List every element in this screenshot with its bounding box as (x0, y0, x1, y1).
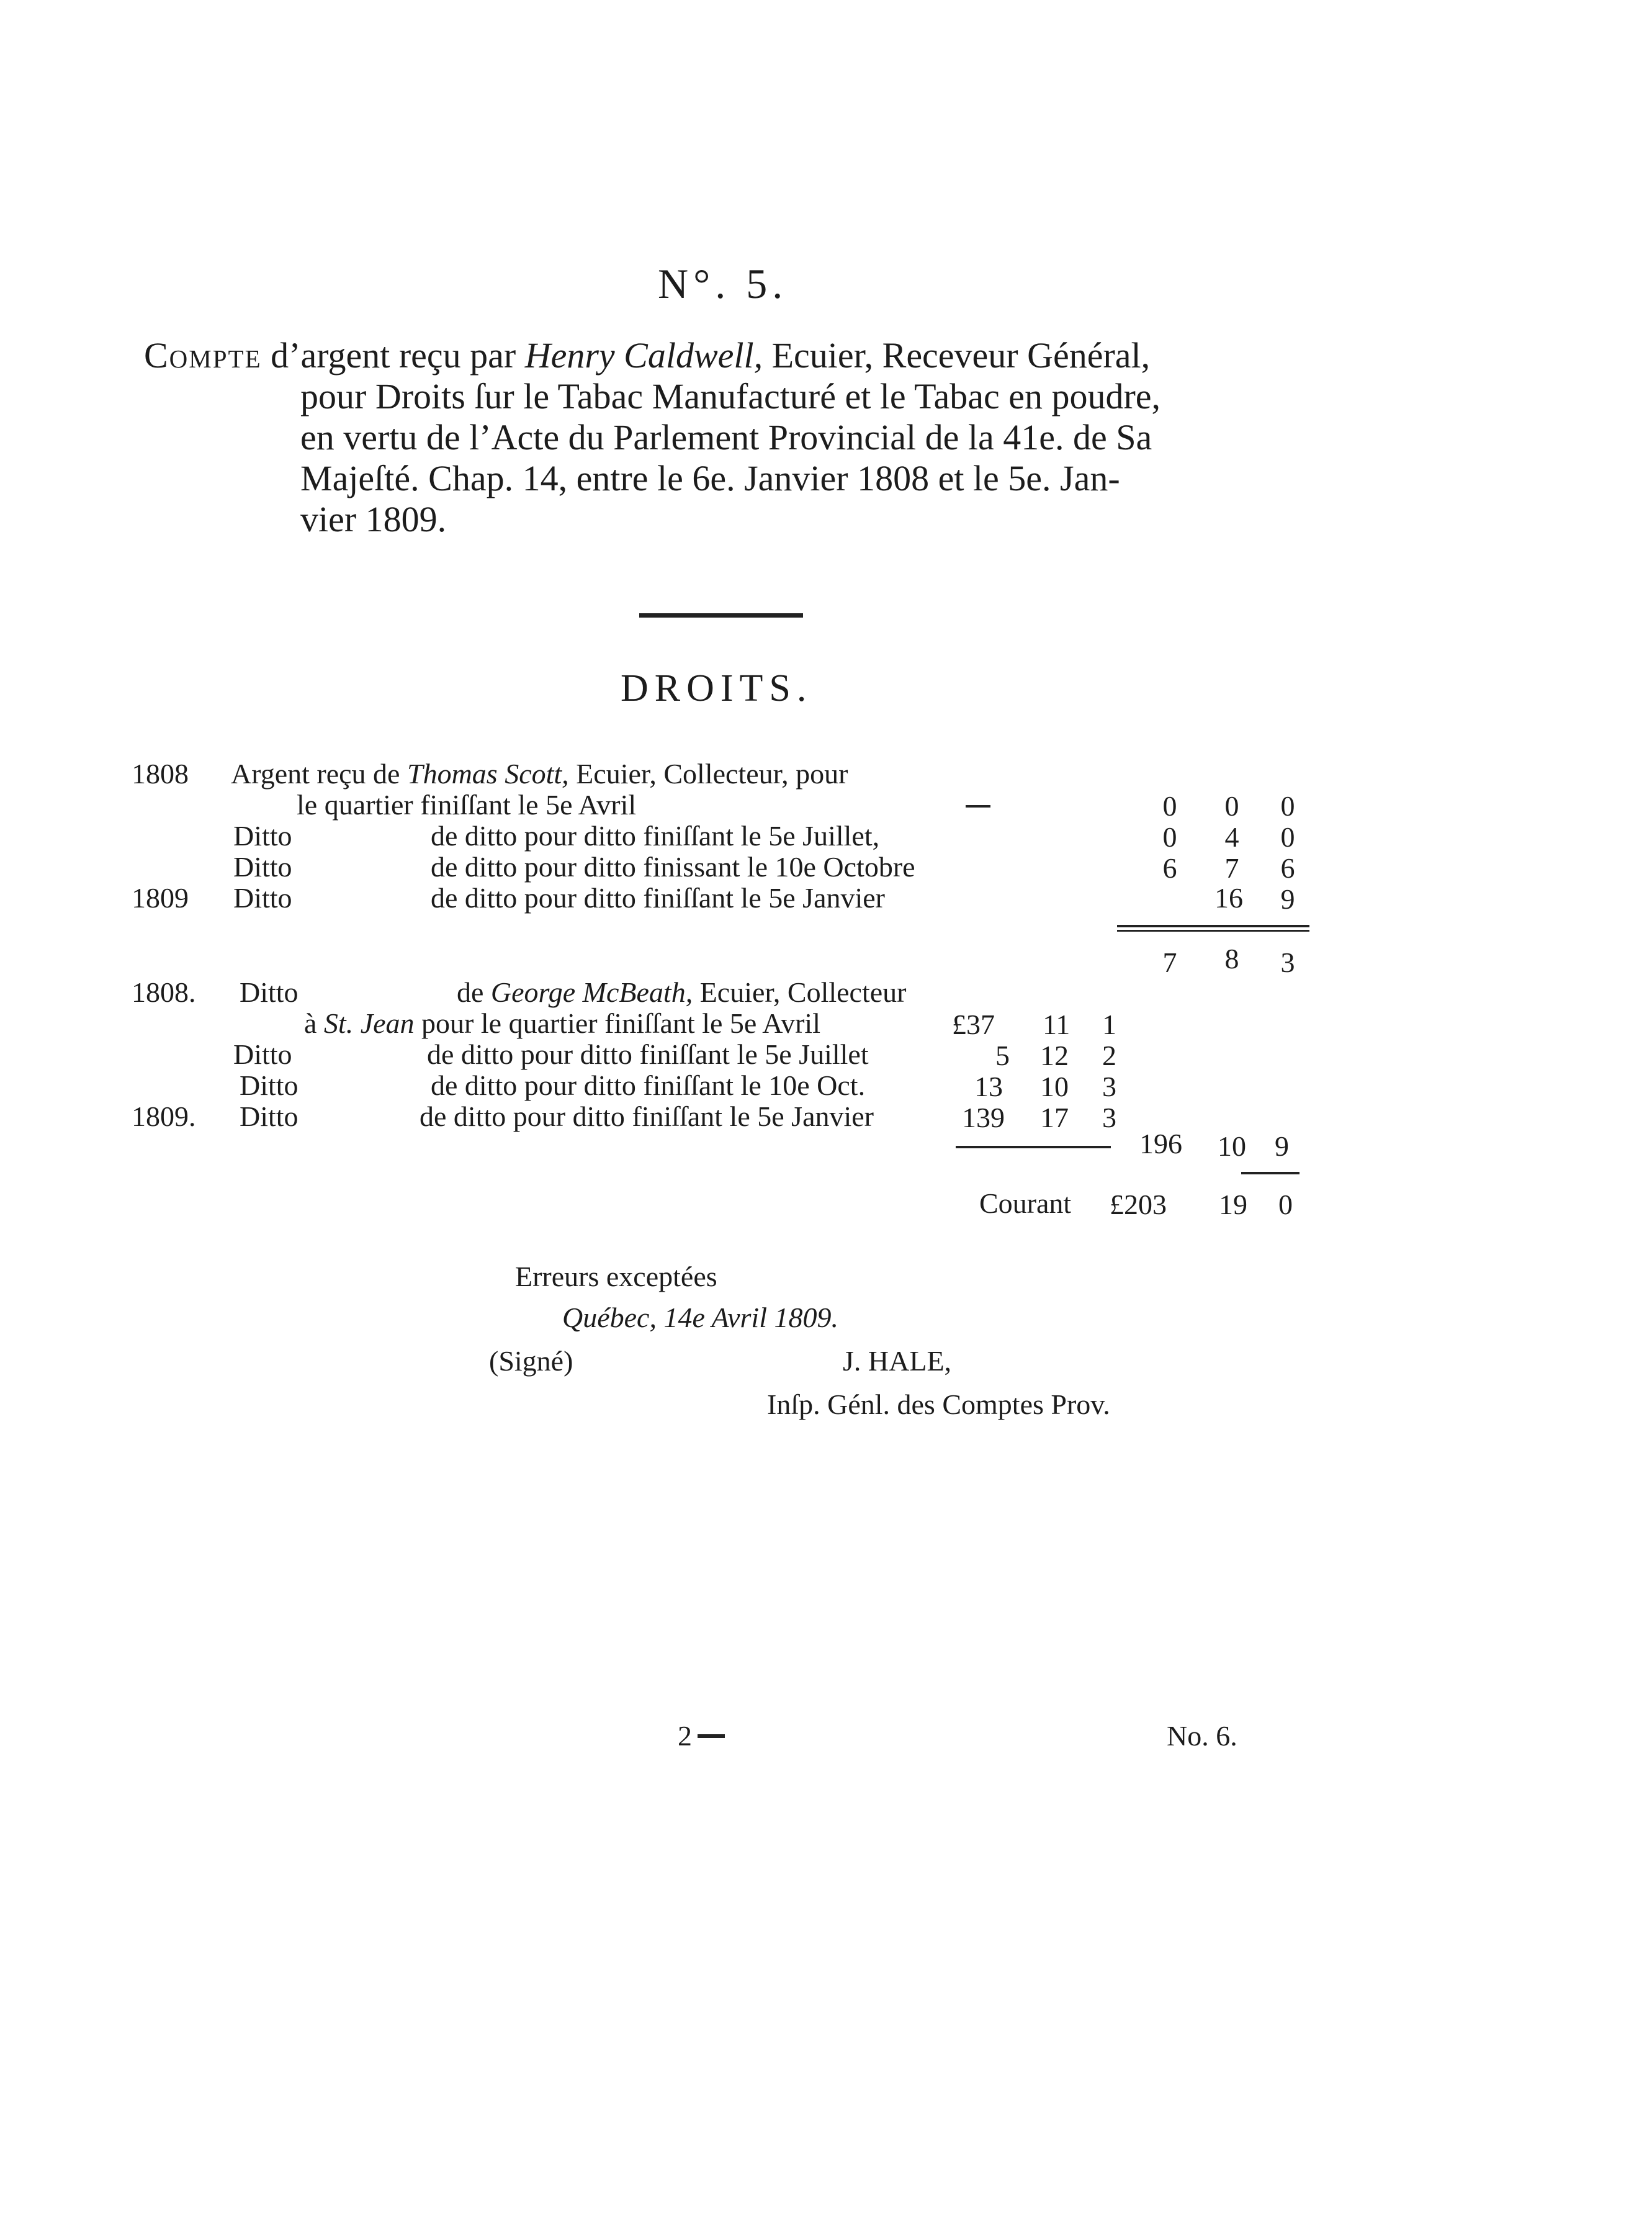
title-line-1 (144, 335, 1323, 376)
section-heading: DROITS. (621, 667, 813, 709)
scott-entry-3-ditto: Ditto (233, 851, 292, 883)
amount-shillings: 11 (1043, 1009, 1071, 1040)
subtotal-pence: 3 (1280, 947, 1295, 978)
page-number: N°. 5. (658, 260, 788, 307)
total-pounds: £203 (1110, 1189, 1167, 1220)
signatory-name: J. HALE, (843, 1345, 952, 1377)
place-date (562, 1301, 838, 1334)
amount-pounds: £37 (952, 1009, 995, 1040)
scott-entry-3-desc: de ditto pour ditto finissant le 10e Octobre (431, 851, 915, 883)
signed-label: (Signé) (489, 1345, 573, 1377)
mcbeath-entry-3-ditto: Ditto (240, 1069, 299, 1101)
mcbeath-entry-1-line-2 (304, 1008, 820, 1039)
receiver-name: Henry Caldwell, (524, 335, 763, 376)
title-text: Ecuier, Receveur Général, (763, 335, 1151, 376)
leader-dash (966, 805, 990, 808)
mcbeath-entry-3-desc: de ditto pour ditto finiſſant le 10e Oct. (431, 1069, 866, 1101)
mcbeath-entry-4-ditto: Ditto (240, 1100, 299, 1132)
subtotal-rule (1117, 930, 1309, 932)
subtotal-pounds: 196 (1139, 1128, 1182, 1159)
amount-pence: 6 (1280, 852, 1295, 884)
mcbeath-entry-1 (457, 977, 906, 1008)
place-date-text: Québec, 14e Avril 1809. (562, 1302, 838, 1333)
errors-excepted: Erreurs exceptées (515, 1261, 717, 1292)
scott-entry-1-line-2: le quartier finiſſant le 5e Avril (297, 789, 637, 821)
total-label: Courant (979, 1187, 1072, 1219)
signatory-title: Inſp. Génl. des Comptes Prov. (767, 1389, 1110, 1420)
mcbeath-entry-1-ditto: Ditto (240, 976, 299, 1008)
scott-entry-1 (231, 758, 848, 790)
title-lead: Compte (144, 335, 262, 376)
amount-pounds: 6 (1162, 852, 1177, 884)
signature-dash (698, 1734, 725, 1738)
amount-pence: 1 (1102, 1009, 1116, 1040)
divider-rule (639, 613, 803, 618)
amount-shillings: 0 (1224, 790, 1239, 822)
title-text: d’argent reçu par (261, 335, 525, 376)
mcbeath-entry-2-desc: de ditto pour ditto finiſſant le 5e Juillet (427, 1038, 869, 1070)
place-name: St. Jean (323, 1007, 415, 1039)
entry-text: pour le quartier finiſſant le 5e Avril (414, 1007, 820, 1039)
amount-pounds: 139 (962, 1102, 1005, 1133)
title-line-4: Majeſté. Chap. 14, entre le 6e. Janvier 1808 et le 5e. Jan- (300, 458, 1120, 498)
amount-pence: 0 (1280, 821, 1295, 853)
entry-text: de (457, 976, 491, 1008)
amount-pounds: 0 (1162, 790, 1177, 822)
subtotal-pounds: 7 (1162, 947, 1177, 978)
amount-shillings: 10 (1040, 1071, 1069, 1102)
amount-pounds: 13 (974, 1071, 1003, 1102)
collector-name: Thomas Scott, (406, 758, 569, 790)
amount-pence: 9 (1280, 883, 1295, 915)
amount-shillings: 17 (1040, 1102, 1069, 1133)
scott-year-1809: 1809 (132, 882, 189, 914)
total-shillings: 19 (1219, 1189, 1247, 1220)
scott-entry-4-desc: de ditto pour ditto finiſſant le 5e Janvier (431, 882, 886, 914)
amount-shillings: 16 (1214, 882, 1243, 914)
scott-entry-4-ditto: Ditto (233, 882, 292, 914)
entry-text: Argent reçu de (231, 758, 407, 790)
subtotal-rule (1117, 925, 1309, 927)
entry-text: Ecuier, Collecteur (693, 976, 907, 1008)
title-line-3: en vertu de l’Acte du Parlement Provincial de la 41e. de Sa (300, 417, 1152, 457)
next-page-number: No. 6. (1167, 1720, 1237, 1752)
account-title (144, 335, 1323, 540)
amount-shillings: 12 (1040, 1040, 1069, 1071)
title-line-5: vier 1809. (300, 499, 447, 539)
scott-entry-2-ditto: Ditto (233, 820, 292, 852)
subtotal-shillings: 10 (1218, 1130, 1246, 1162)
mcbeath-entry-2-ditto: Ditto (233, 1038, 292, 1070)
total-pence: 0 (1278, 1189, 1293, 1220)
subtotal-pence: 9 (1275, 1130, 1289, 1162)
amount-pounds: 5 (995, 1040, 1010, 1071)
amount-shillings: 4 (1224, 821, 1239, 853)
entry-text: Ecuier, Collecteur, pour (568, 758, 848, 790)
amount-shillings: 7 (1224, 852, 1239, 884)
mcbeath-year-1808: 1808. (132, 976, 196, 1008)
amount-pence: 0 (1280, 790, 1295, 822)
amount-pence: 2 (1102, 1040, 1116, 1071)
scott-entry-2-desc: de ditto pour ditto finiſſant le 5e Juillet, (431, 820, 880, 852)
amount-pounds: 0 (1162, 821, 1177, 853)
collector-name: George McBeath, (490, 976, 693, 1008)
total-rule (1241, 1172, 1300, 1174)
scott-year-1808: 1808 (132, 758, 189, 790)
amount-pence: 3 (1102, 1102, 1116, 1133)
entry-text: à (304, 1007, 324, 1039)
amount-pence: 3 (1102, 1071, 1116, 1102)
title-line-2: pour Droits ſur le Tabac Manufacturé et le Tabac en poudre, (300, 376, 1161, 416)
mcbeath-entry-4-desc: de ditto pour ditto finiſſant le 5e Janvier (420, 1100, 874, 1132)
mcbeath-year-1809: 1809. (132, 1100, 196, 1132)
subtotal-shillings: 8 (1224, 943, 1239, 974)
signature-mark: 2 (678, 1720, 692, 1752)
subtotal-rule (956, 1146, 1111, 1148)
